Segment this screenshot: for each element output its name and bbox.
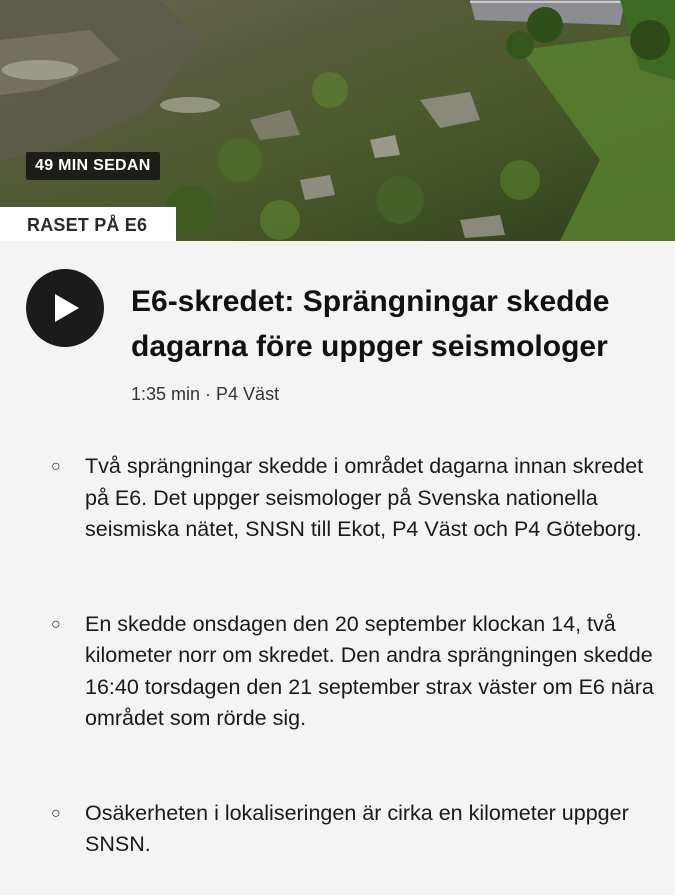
summary-list [0,451,675,861]
summary-text: Två sprängningar skedde i området dagarna innan skredet på E6. Det uppger seismologer på Svenska nationella seismiska nätet, SNSN till Ekot, P4 Väst och P4 Göteborg. [85,454,644,541]
article-card[interactable] [0,241,675,895]
summary-item [0,609,675,735]
category-tab[interactable] [0,207,176,241]
bullet-circle-icon: ○ [51,458,61,475]
summary-item [0,798,675,861]
hero-image[interactable] [0,0,675,241]
time-badge: 49 MIN SEDAN [26,152,160,180]
summary-item [0,451,675,546]
category-label: RASET PÅ E6 [27,215,148,235]
play-icon [53,293,81,323]
bullet-circle-icon: ○ [51,804,61,822]
summary-text: Osäkerheten i lokaliseringen är cirka en kilometer uppger SNSN. [85,800,629,856]
article-headline[interactable]: E6-skredet: Sprängningar skedde dagarna före uppger seismologer [131,285,610,363]
summary-text: En skedde onsdagen den 20 september klockan 14, två kilometer norr om skredet. Den andra sprängningen skedde 16:40 torsdagen den 21 september strax väster om E6 nära området som rörde sig. [85,611,654,730]
audio-meta: 1:35 min · P4 Väst [131,384,280,404]
play-button[interactable] [26,269,104,347]
bullet-circle-icon: ○ [51,615,61,633]
landslide-photo [0,0,675,241]
